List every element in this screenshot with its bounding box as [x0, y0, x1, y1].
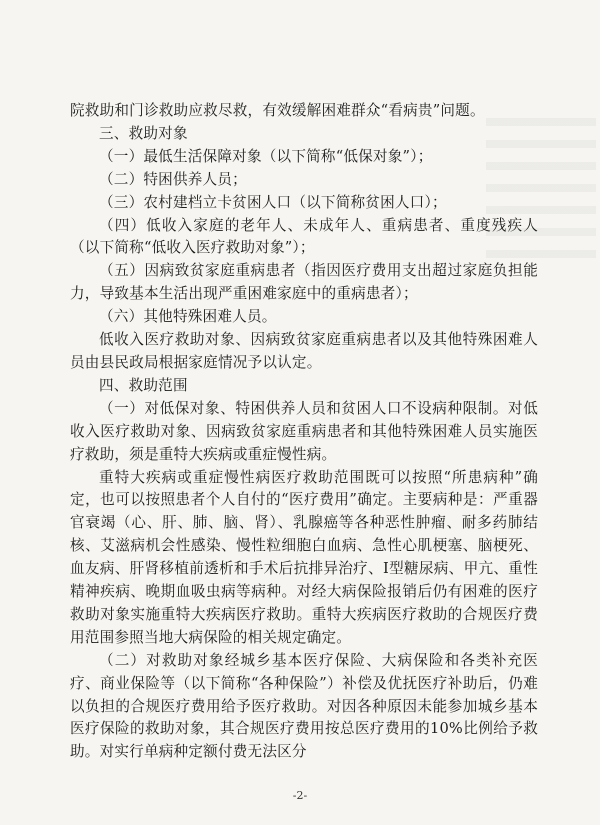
paragraph: 三、救助对象	[99, 124, 188, 142]
paragraph: 低收入医疗救助对象、因病致贫家庭重病患者以及其他特殊困难人员由县民政局根据家庭情况予以认定。	[70, 331, 538, 371]
paragraph: （一）对低保对象、特困供养人员和贫困人口不设病种限制。对低收入医疗救助对象、因病致贫家庭重病患者和其他特殊困难人员实施医疗救助，须是重特大疾病或重症慢性病。	[70, 399, 538, 463]
paragraph: （六）其他特殊困难人员。	[99, 308, 277, 326]
paragraph: 重特大疾病或重症慢性病医疗救助范围既可以按照“所患病种”确定，也可以按照患者个人自付的“医疗费用”确定。主要病种是：严重器官衰竭（心、肝、肺、脑、肾）、乳腺癌等各种恶性肿瘤、耐多药肺结核、艾滋病机会性感染、慢性粒细胞白血病、急性心肌梗塞、脑梗死、血友病、肝肾移植前透析和手术后抗排异治疗、I型糖尿病、甲亢、重性精神疾病、晚期血吸虫病等病种。对经大病保险报销后仍有困难的医疗救助对象实施重特大疾病医疗救助。重特大疾病医疗救助的合规医疗费用范围参照当地大病保险的相关规定确定。	[70, 468, 538, 646]
paragraph: 院救助和门诊救助应救尽救，有效缓解困难群众“看病贵”问题。	[70, 102, 485, 119]
page-number: -2-	[292, 789, 308, 802]
body-text	[70, 100, 538, 764]
paragraph: （二）对救助对象经城乡基本医疗保险、大病保险和各类补充医疗、商业保险等（以下简称“各种保险”）补偿及优抚医疗补助后，仍难以负担的合规医疗费用给予医疗救助。对因各种原因未能参加城乡基本医疗保险的救助对象，其合规医疗费用按总医疗费用的10%比例给予救助。对实行单病种定额付费无法区分	[70, 651, 538, 761]
paragraph: （四）低收入家庭的老年人、未成年人、重病患者、重度残疾人（以下简称“低收入医疗救助对象”）；	[70, 216, 538, 257]
paragraph: 四、救助范围	[99, 376, 188, 394]
paragraph: （五）因病致贫家庭重病患者（指因医疗费用支出超过家庭负担能力，导致基本生活出现严重困难家庭中的重病患者）；	[70, 262, 538, 303]
paragraph: （三）农村建档立卡贫困人口（以下简称贫困人口）；	[99, 193, 447, 211]
paragraph: （一）最低生活保障对象（以下简称“低保对象”）；	[99, 147, 433, 165]
paragraph: （二）特困供养人员；	[99, 170, 247, 188]
